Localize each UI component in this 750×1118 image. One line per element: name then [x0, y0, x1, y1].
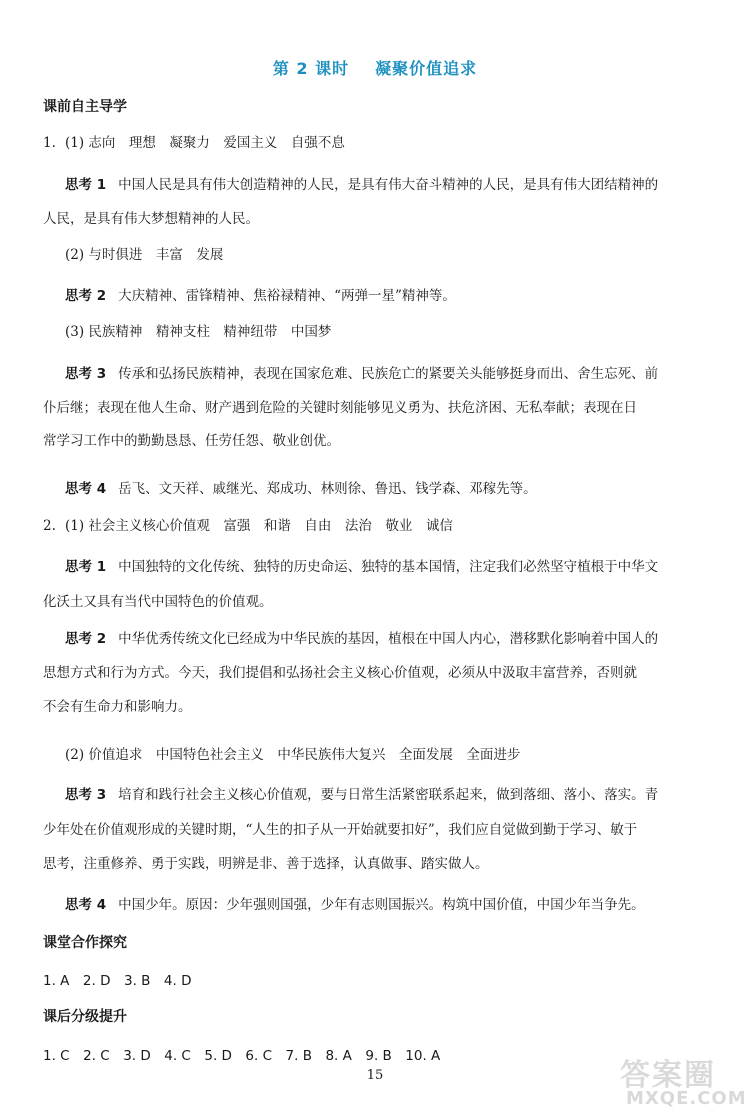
section-heading-pre-class: 课前自主导学 [43, 99, 127, 115]
watermark-text-main: 答案圈 [620, 1058, 716, 1093]
think-text: 培育和践行社会主义核心价值观，要与日常生活紧密联系起来，做到落细、落小、落实。青 [118, 787, 659, 803]
q2-think3-line2: 少年处在价值观形成的关键时期，“人生的扣子从一开始就要扣好”，我们应自觉做到勤于学习、敏于 [43, 822, 638, 838]
section-heading-in-class: 课堂合作探究 [43, 935, 127, 951]
lesson-topic: 凝聚价值追求 [375, 59, 478, 78]
q1-think1-line2: 人民，是具有伟大梦想精神的人民。 [43, 211, 259, 227]
think-label: 思考 2 [65, 631, 107, 647]
page-number: 15 [366, 1068, 384, 1083]
q1-number: 1. [43, 135, 56, 151]
think-label: 思考 4 [65, 481, 107, 497]
answers-in-class: 1. A 2. D 3. B 4. D [43, 973, 192, 989]
q2-number: 2. [43, 518, 56, 534]
think-text: 中国少年。原因：少年强则国强，少年有志则国振兴。构筑中国价值，中国少年当争先。 [118, 897, 645, 913]
q1-think3-line2: 仆后继；表现在他人生命、财产遇到危险的关键时刻能够见义勇为、扶危济困、无私奉献；表现在日 [43, 400, 637, 416]
think-text: 大庆精神、雷锋精神、焦裕禄精神、“两弹一星”精神等。 [118, 288, 456, 304]
section-heading-after-class: 课后分级提升 [43, 1009, 127, 1025]
q2-part2: (2) 价值追求 中国特色社会主义 中华民族伟大复兴 全面发展 全面进步 [65, 747, 521, 763]
q2-part1-text: (1) 社会主义核心价值观 富强 和谐 自由 法治 敬业 诚信 [65, 518, 453, 534]
think-label: 思考 2 [65, 288, 107, 304]
q1-think3-line3: 常学习工作中的勤勤恳恳、任劳任怨、敬业创优。 [43, 433, 340, 449]
q2-think3-line3: 思考，注重修养、勇于实践，明辨是非、善于选择，认真做事、踏实做人。 [43, 856, 489, 872]
watermark-logo [620, 1050, 747, 1112]
q1-think2-line1 [65, 286, 456, 306]
think-label: 思考 4 [65, 897, 107, 913]
lesson-number: 第 2 课时 [272, 59, 350, 78]
q2-think2-line3: 不会有生命力和影响力。 [43, 699, 192, 715]
q1-part3: (3) 民族精神 精神支柱 精神纽带 中国梦 [65, 324, 332, 340]
q2-think3-line1 [65, 785, 658, 805]
think-label: 思考 3 [65, 787, 107, 803]
think-label: 思考 1 [65, 177, 107, 193]
watermark-text-url: MXQE.COM [626, 1088, 747, 1109]
q2-think4-line1 [65, 895, 645, 915]
q2-part1 [43, 516, 453, 536]
q2-think1-line2: 化沃土又具有当代中国特色的价值观。 [43, 594, 273, 610]
think-label: 思考 1 [65, 559, 107, 575]
think-text: 中国人民是具有伟大创造精神的人民，是具有伟大奋斗精神的人民，是具有伟大团结精神的 [118, 177, 659, 193]
q1-part1 [43, 133, 345, 153]
think-label: 思考 3 [65, 366, 107, 382]
q2-think2-line2: 思想方式和行为方式。今天，我们提倡和弘扬社会主义核心价值观，必须从中汲取丰富营养，否则就 [43, 665, 637, 681]
q2-think2-line1 [65, 629, 658, 649]
think-text: 中华优秀传统文化已经成为中华民族的基因，植根在中国人内心，潜移默化影响着中国人的 [118, 631, 659, 647]
q1-think3-line1 [65, 364, 658, 384]
answers-after-class: 1. C 2. C 3. D 4. C 5. D 6. C 7. B 8. A 9. B 10. A [43, 1048, 441, 1064]
lesson-title [0, 56, 750, 79]
q1-think4-line1 [65, 479, 537, 499]
q1-part2: (2) 与时俱进 丰富 发展 [65, 247, 224, 263]
q2-think1-line1 [65, 557, 658, 577]
think-text: 传承和弘扬民族精神，表现在国家危难、民族危亡的紧要关头能够挺身而出、舍生忘死、前 [118, 366, 659, 382]
q1-think1-line1 [65, 175, 658, 195]
think-text: 岳飞、文天祥、戚继光、郑成功、林则徐、鲁迅、钱学森、邓稼先等。 [118, 481, 537, 497]
q1-part1-text: (1) 志向 理想 凝聚力 爱国主义 自强不息 [65, 135, 345, 151]
think-text: 中国独特的文化传统、独特的历史命运、独特的基本国情，注定我们必然坚守植根于中华文 [118, 559, 659, 575]
